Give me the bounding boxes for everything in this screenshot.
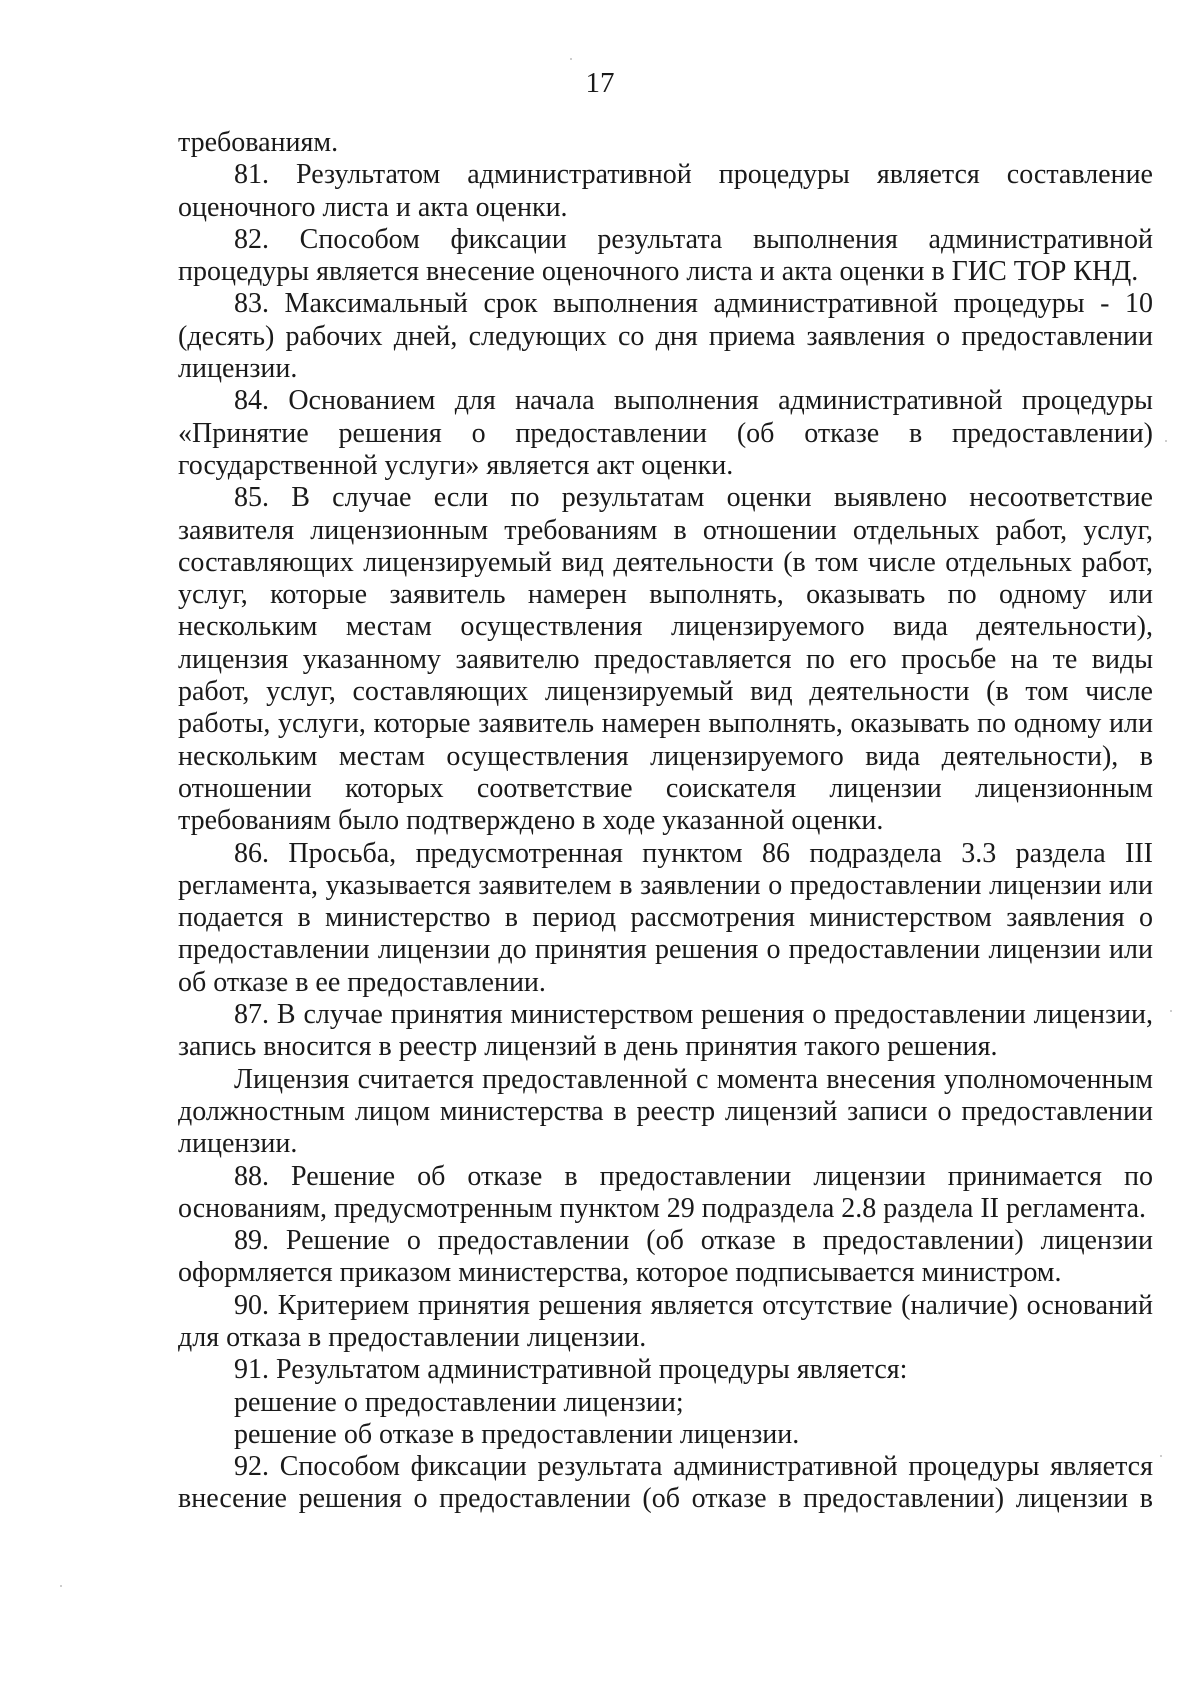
paragraph-91-item-refusal: решение об отказе в предоставлении лицензии. (234, 1418, 800, 1450)
paragraph-87: 87. В случае принятия министерством решения о предоставлении лицензии, запись вносится в реестр лицензий в день принятия такого решения. (178, 999, 1153, 1063)
document-body (178, 127, 1153, 1516)
scan-speck (60, 1585, 62, 1587)
paragraph-91-item-grant: решение о предоставлении лицензии; (234, 1386, 684, 1418)
scan-speck (1160, 1455, 1162, 1457)
paragraph-88: 88. Решение об отказе в предоставлении лицензии принимается по основаниям, предусмотренным пунктом 29 подраздела 2.8 раздела II регламента. (178, 1160, 1153, 1224)
paragraph-86: 86. Просьба, предусмотренная пунктом 86 подраздела 3.3 раздела III регламента, указывается заявителем в заявлении о предоставлении лицензии или подается в министерство в период рассмотрения министерством заявления о предоставлении лицензии до принятия решения о предоставлении лицензии или об отказе в ее предоставлении. (178, 837, 1153, 998)
paragraph-91: 91. Результатом административной процедуры является: (234, 1354, 908, 1386)
paragraph-90: 90. Критерием принятия решения является отсутствие (наличие) оснований для отказа в предоставлении лицензии. (178, 1289, 1153, 1353)
paragraph-85: 85. В случае если по результатам оценки выявлено несоответствие заявителя лицензионным требованиям в отношении отдельных работ, услуг, составляющих лицензируемый вид деятельности (в том числе отдельных работ, услуг, которые заявитель намерен выполнять, оказывать по одному или нескольким местам осуществления лицензируемого вида деятельности), лицензия указанному заявителю предоставляется по его просьбе на те виды работ, услуг, составляющих лицензируемый вид деятельности (в том числе работы, услуги, которые заявитель намерен выполнять, оказывать по одному или нескольким местам осуществления лицензируемого вида деятельности), в отношении которых соответствие соискателя лицензии лицензионным требованиям было подтверждено в ходе указанной оценки. (178, 482, 1153, 837)
paragraph-92: 92. Способом фиксации результата административной процедуры является внесение решения о предоставлении (об отказе в предоставлении) лицензии в (178, 1451, 1153, 1515)
scan-speck (570, 58, 572, 60)
paragraph-83: 83. Максимальный срок выполнения административной процедуры - 10 (десять) рабочих дней, следующих со дня приема заявления о предоставлении лицензии. (178, 288, 1153, 385)
paragraph-continuation: требованиям. (178, 127, 339, 158)
page-number: 17 (585, 67, 615, 99)
paragraph-81: 81. Результатом административной процедуры является составление оценочного листа и акта оценки. (178, 159, 1153, 223)
scan-speck (1165, 440, 1167, 442)
paragraph-84: 84. Основанием для начала выполнения административной процедуры «Принятие решения о предоставлении (об отказе в предоставлении) государственной услуги» является акт оценки. (178, 385, 1153, 481)
scan-speck (1170, 1010, 1172, 1012)
paragraph-89: 89. Решение о предоставлении (об отказе в предоставлении) лицензии оформляется приказом министерства, которое подписывается министром. (178, 1225, 1153, 1289)
paragraph-82: 82. Способом фиксации результата выполнения административной процедуры является внесение оценочного листа и акта оценки в ГИС ТОР КНД. (178, 223, 1153, 288)
paragraph-87-license: Лицензия считается предоставленной с момента внесения уполномоченным должностным лицом министерства в реестр лицензий записи о предоставлении лицензии. (178, 1063, 1153, 1160)
